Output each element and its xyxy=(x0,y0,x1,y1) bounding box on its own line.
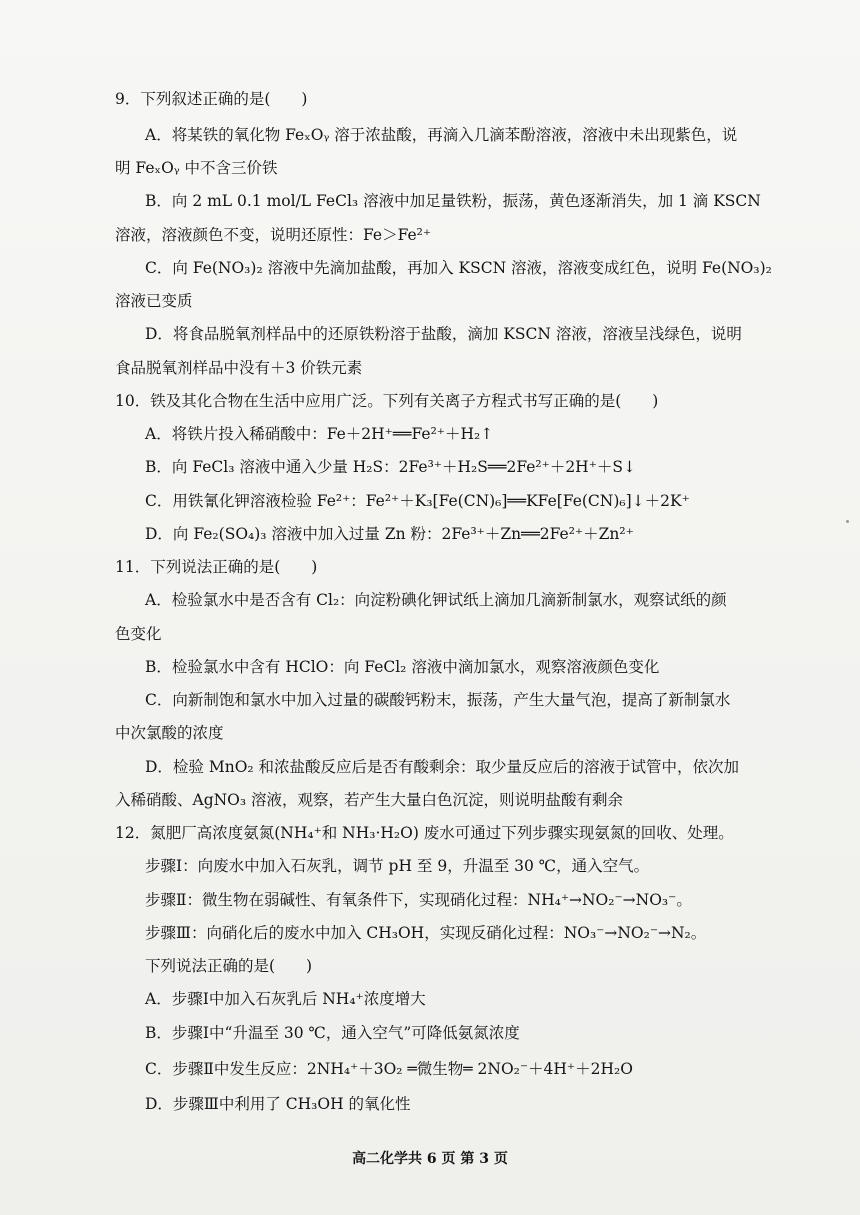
q9-option-d-line1: D．将食品脱氧剂样品中的还原铁粉溶于盐酸，滴加 KSCN 溶液，溶液呈浅绿色，说明 xyxy=(145,325,742,343)
page-footer: 高二化学共 6 页 第 3 页 xyxy=(352,1151,508,1167)
q9-option-c-line1: C．向 Fe(NO₃)₂ 溶液中先滴加盐酸，再加入 KSCN 溶液，溶液变成红色，说明 Fe(NO₃)₂ xyxy=(145,259,772,277)
q10-option-b: B．向 FeCl₃ 溶液中通入少量 H₂S：2Fe³⁺＋H₂S══2Fe²⁺＋2H⁺＋S↓ xyxy=(145,458,636,476)
q12-option-c: C．步骤Ⅱ中发生反应：2NH₄⁺＋3O₂ ═微生物═ 2NO₂⁻＋4H⁺＋2H₂O xyxy=(145,1060,633,1078)
q12-step-1: 步骤Ⅰ：向废水中加入石灰乳，调节 pH 至 9，升温至 30 ℃，通入空气。 xyxy=(145,857,650,875)
q11-option-a-line2: 色变化 xyxy=(115,625,162,643)
q9-option-d-line2: 食品脱氧剂样品中没有＋3 价铁元素 xyxy=(115,359,363,377)
q9-option-a-line1: A．将某铁的氧化物 FeₓOᵧ 溶于浓盐酸，再滴入几滴苯酚溶液，溶液中未出现紫色，说 xyxy=(145,126,738,144)
q9-option-b-line2: 溶液，溶液颜色不变，说明还原性：Fe＞Fe²⁺ xyxy=(115,226,432,244)
q12-step-2: 步骤Ⅱ：微生物在弱碱性、有氧条件下，实现硝化过程：NH₄⁺→NO₂⁻→NO₃⁻。 xyxy=(145,891,692,909)
q11-option-a-line1: A．检验氯水中是否含有 Cl₂：向淀粉碘化钾试纸上滴加几滴新制氯水，观察试纸的颜 xyxy=(145,591,727,609)
scan-speck xyxy=(846,520,849,523)
q10-option-a: A．将铁片投入稀硝酸中：Fe＋2H⁺══Fe²⁺＋H₂↑ xyxy=(145,425,494,443)
q9-option-b-line1: B．向 2 mL 0.1 mol/L FeCl₃ 溶液中加足量铁粉，振荡，黄色逐渐消失，加 1 滴 KSCN xyxy=(145,192,761,210)
q11-option-d-line1: D．检验 MnO₂ 和浓盐酸反应后是否有酸剩余：取少量反应后的溶液于试管中，依次加 xyxy=(145,758,740,776)
q11-option-c-line1: C．向新制饱和氯水中加入过量的碳酸钙粉末，振荡，产生大量气泡，提高了新制氯水 xyxy=(145,691,731,709)
q11-option-c-line2: 中次氯酸的浓度 xyxy=(115,724,224,742)
q10-option-c: C．用铁氰化钾溶液检验 Fe²⁺：Fe²⁺＋K₃[Fe(CN)₆]══KFe[Fe(CN)₆]↓＋2K⁺ xyxy=(145,492,690,510)
q12-step-3: 步骤Ⅲ：向硝化后的废水中加入 CH₃OH，实现反硝化过程：NO₃⁻→NO₂⁻→N₂。 xyxy=(145,924,707,942)
q10-option-d: D．向 Fe₂(SO₄)₃ 溶液中加入过量 Zn 粉：2Fe³⁺＋Zn══2Fe²⁺＋Zn²⁺ xyxy=(145,525,634,543)
question-9-stem: 9．下列叙述正确的是( ) xyxy=(115,90,308,108)
question-10-stem: 10．铁及其化合物在生活中应用广泛。下列有关离子方程式书写正确的是( ) xyxy=(115,392,659,410)
q12-sub-stem: 下列说法正确的是( ) xyxy=(145,957,313,975)
q12-option-d: D．步骤Ⅲ中利用了 CH₃OH 的氧化性 xyxy=(145,1095,411,1113)
q11-option-d-line2: 入稀硝酸、AgNO₃ 溶液，观察，若产生大量白色沉淀，则说明盐酸有剩余 xyxy=(115,791,624,809)
q11-option-b: B．检验氯水中含有 HClO：向 FeCl₂ 溶液中滴加氯水，观察溶液颜色变化 xyxy=(145,658,660,676)
q9-option-c-line2: 溶液已变质 xyxy=(115,292,193,310)
question-12-stem: 12．氮肥厂高浓度氨氮(NH₄⁺和 NH₃·H₂O) 废水可通过下列步骤实现氨氮的回收、处理。 xyxy=(115,824,734,842)
q9-option-a-line2: 明 FeₓOᵧ 中不含三价铁 xyxy=(115,159,278,177)
question-11-stem: 11．下列说法正确的是( ) xyxy=(115,558,318,576)
q12-option-a: A．步骤Ⅰ中加入石灰乳后 NH₄⁺浓度增大 xyxy=(145,990,426,1008)
q12-option-b: B．步骤Ⅰ中“升温至 30 ℃，通入空气”可降低氨氮浓度 xyxy=(145,1024,520,1042)
